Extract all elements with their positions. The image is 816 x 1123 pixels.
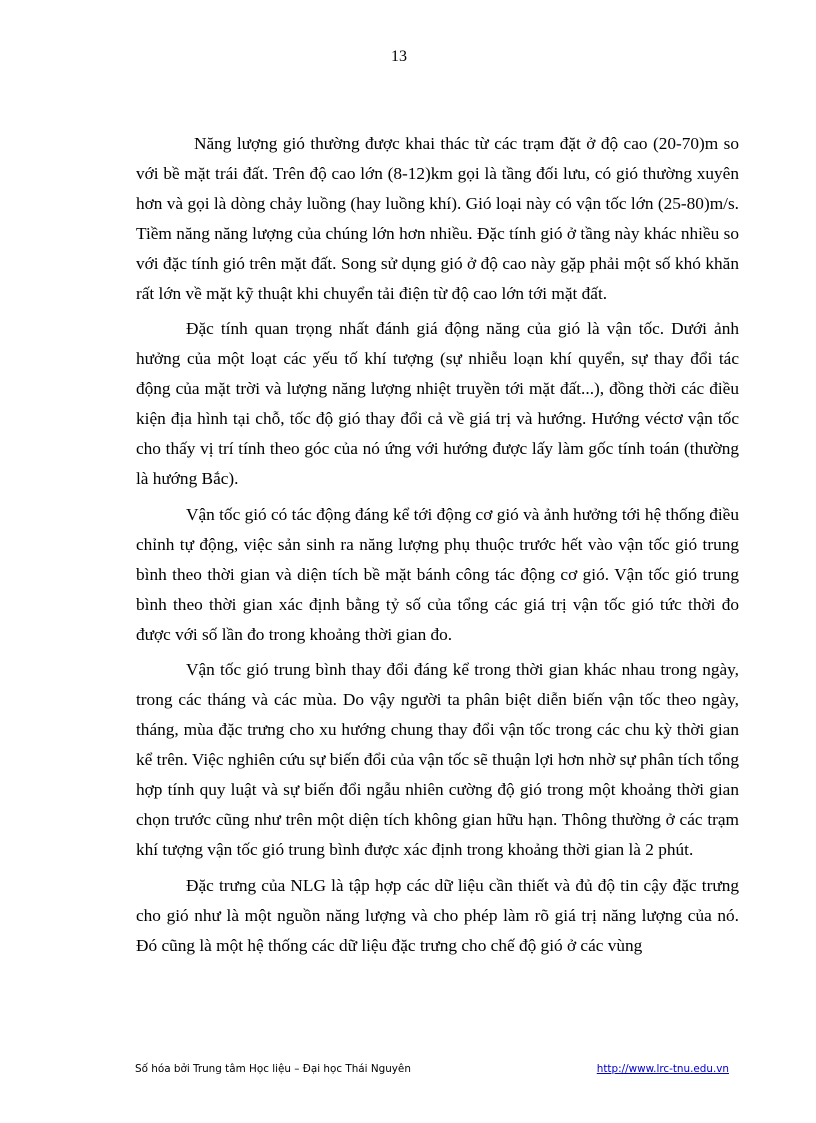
paragraph-4: Vận tốc gió trung bình thay đổi đáng kể trong thời gian khác nhau trong ngày, trong các tháng và các mùa. Do vậy người ta phân biệt diễn biến vận tốc theo ngày, tháng, mùa đặc trưng cho xu hướng chung thay đổi vận tốc trong các chu kỳ thời gian kể trên. Việc nghiên cứu sự biến đổi của vận tốc sẽ thuận lợi hơn nhờ sự phân tích tổng hợp tính quy luật và sự biến đổi ngẫu nhiên cường độ gió trong một khoảng thời gian chọn trước cũng như trên một diện tích không gian hữu hạn. Thông thường ở các trạm khí tượng vận tốc gió trung bình được xác định trong khoảng thời gian là 2 phút. xyxy=(136,660,739,859)
document-body xyxy=(136,129,739,966)
paragraph-1: Năng lượng gió thường được khai thác từ các trạm đặt ở độ cao (20-70)m so với bề mặt trái đất. Trên độ cao lớn (8-12)km gọi là tầng đối lưu, có gió thường xuyên hơn và gọi là dòng chảy luồng (hay luồng khí). Gió loại này có vận tốc lớn (25-80)m/s. Tiềm năng năng lượng của chúng lớn hơn nhiều. Đặc tính gió ở tầng này khác nhiều so với đặc tính gió trên mặt đất. Song sử dụng gió ở độ cao này gặp phải một số khó khăn rất lớn về mặt kỹ thuật khi chuyển tải điện từ độ cao lớn tới mặt đất. xyxy=(136,134,739,303)
paragraph-2: Đặc tính quan trọng nhất đánh giá động năng của gió là vận tốc. Dưới ảnh hưởng của một loạt các yếu tố khí tượng (sự nhiễu loạn khí quyển, sự thay đổi tác động của mặt trời và lượng năng lượng nhiệt truyền tới mặt đất...), đồng thời các điều kiện địa hình tại chỗ, tốc độ gió thay đổi cả về giá trị và hướng. Hướng véctơ vận tốc cho thấy vị trí tính theo góc của nó ứng với hướng được lấy làm gốc tính toán (thường là hướng Bắc). xyxy=(136,319,739,488)
paragraph-3: Vận tốc gió có tác động đáng kể tới động cơ gió và ảnh hưởng tới hệ thống điều chỉnh tự động, việc sản sinh ra năng lượng phụ thuộc trước hết vào vận tốc gió trung bình theo thời gian và diện tích bề mặt bánh công tác động cơ gió. Vận tốc gió trung bình theo thời gian xác định bằng tỷ số của tổng các giá trị vận tốc gió tức thời đo được với số lần đo trong khoảng thời gian đo. xyxy=(136,504,739,644)
page-number: 13 xyxy=(391,48,407,65)
paragraph-5: Đặc trưng của NLG là tập hợp các dữ liệu cần thiết và đủ độ tin cậy đặc trưng cho gió như là một nguồn năng lượng và cho phép làm rõ giá trị năng lượng của nó. Đó cũng là một hệ thống các dữ liệu đặc trưng cho chế độ gió ở các vùng xyxy=(136,875,739,955)
footer-link[interactable]: http://www.lrc-tnu.edu.vn xyxy=(596,1063,729,1075)
footer-credit: Số hóa bởi Trung tâm Học liệu – Đại học Thái Nguyên xyxy=(135,1063,411,1075)
